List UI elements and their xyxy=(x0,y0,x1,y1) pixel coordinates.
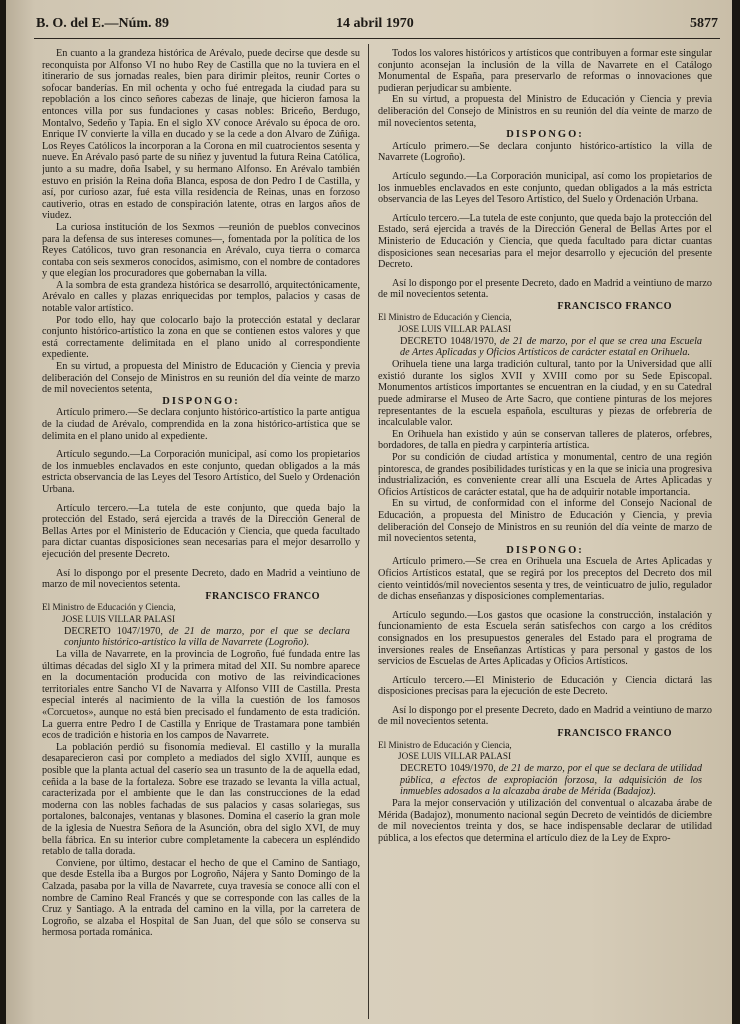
signer-name: FRANCISCO FRANCO xyxy=(557,300,672,312)
minister-title: El Ministro de Educación y Ciencia, xyxy=(42,602,176,613)
decree-title: de 21 de marzo, por el que se crea una Escuela de Artes Aplicadas y Oficios Artísticos de carácter estatal en Orihuela. xyxy=(400,335,702,359)
left-column xyxy=(42,48,360,1018)
paragraph: En su virtud, de conformidad con el informe del Consejo Nacional de Educación, a propuesta del Ministro de Educación y Ciencia, y previa deliberación del Consejo de Ministros en su reunión del día veinte de marzo de mil novecientos setenta, xyxy=(378,498,712,545)
paragraph: Conviene, por último, destacar el hecho de que el Camino de Santiago, que desde Estella iba a Burgos por Logroño, Nájera y Santo Domingo de la Calzada, pasaba por la villa de Navarrete, cuya travesía se conoce allí con el nombre de Camino Real Francés y que se corresponde con las calles de la Cruz y Santiago. A la entrada del camino en la villa, por la carretera de Logroño, se alzaba el Hospital de San Juan, del que sólo se conserva su hermosa portada románica. xyxy=(42,857,360,939)
signer-name: FRANCISCO FRANCO xyxy=(557,728,672,740)
decree-heading xyxy=(378,763,712,798)
decree-number: DECRETO 1048/1970, xyxy=(400,335,497,347)
decree-number: DECRETO 1049/1970, xyxy=(400,762,496,774)
article-1: Artículo primero.—Se crea en Orihuela una Escuela de Artes Aplicadas y Oficios Artísticos estatal, que se regirá por los preceptos del Decreto dos mil ciento veintidós/mil novecientos sesenta y tres, de veinticuatro de julio, regulador de dichas enseñanzas y disposiciones complementarias. xyxy=(378,556,712,603)
column-divider xyxy=(368,44,369,1019)
decree-heading xyxy=(378,336,712,360)
paragraph: Por todo ello, hay que colocarlo bajo la protección estatal y declarar conjunto histórico-artístico la zona en que se contienen estos valores y que está correctamente delimitada en el plano unido al correspondiente expediente. xyxy=(42,314,360,361)
article-3: Artículo tercero.—La tutela de este conjunto, que queda bajo la protección del Estado, será ejercida a través de la Dirección General de Bellas Artes por el Ministerio de Educación y Ciencia, que queda facultado para dictar cuantas disposiciones sean necesarias para el mejor desarrollo y ejecución del presente Decreto. xyxy=(42,502,360,560)
minister-signature xyxy=(378,312,712,335)
paragraph: La curiosa institución de los Sexmos —reunión de pueblos convecinos para la defensa de sus intereses comunes—, fomentada por la política de los Reyes Católicos, tuvo gran resonancia en Arévalo, cuya tierra o comarca contaba con seis sexmeros conocidos, asimismo, con el nombre de contadores y que elegían los procuradores que gobernaban la villa. xyxy=(42,221,360,280)
article-1: Artículo primero.—Se declara conjunto histórico-artístico la parte antigua de la ciudad de Arévalo, comprendida en la zona histórico-artística que se delimita en el plano unido al expediente. xyxy=(42,407,360,442)
signer-name: FRANCISCO FRANCO xyxy=(205,590,320,602)
article-3: Artículo tercero.—El Ministerio de Educación y Ciencia dictará las disposiciones precisas para la ejecución de este Decreto. xyxy=(378,674,712,698)
gazette-issue: B. O. del E.—Núm. 89 xyxy=(36,16,170,31)
decree-title: de 21 de marzo, por el que se declara conjunto histórico-artístico la villa de Navarrete (Logroño). xyxy=(64,625,350,649)
paragraph: En su virtud, a propuesta del Ministro de Educación y Ciencia y previa deliberación del Consejo de Ministros en su reunión del día veinte de marzo de mil novecientos setenta, xyxy=(378,94,712,129)
dispongo-heading: DISPONGO: xyxy=(162,395,240,407)
article-2: Artículo segundo.—Los gastos que ocasione la construcción, instalación y funcionamiento de esta Escuela serán satisfechos con cargo a los créditos consignados en los presupuestos generales del Estado para el programa de inversiones reales de Enseñanzas Artísticas y para personal y gastos de los servicios de Escuelas de Artes Aplicadas y Oficios Artísticos. xyxy=(378,609,712,668)
decree-title: de 21 de marzo, por el que se declara de utilidad pública, a efectos de expropiación forzosa, la adquisición de los inmuebles adosados a la alcazaba árabe de Mérida (Badajoz). xyxy=(400,762,702,798)
paragraph: La población perdió su fisonomía medieval. El castillo y la muralla desaparecieron casi por completo a mediados del siglo XVIII, aunque es posible que la planta actual del caserío sea un trasunto de la de aquella edad, ceñida a la base de la fortaleza. Sobre ese trazado se levanta la villa actual, caracterizada por el ambiente que le dan las construcciones de la edad moderna con las nobles fachadas de sus palacios y casas solariegas, sus portalones, balconajes, ventanas y blasones. Domina el caserío la gran mole de la iglesia de Nuestra Señora de la Asunción, obra del siglo XVI, de muy bella fábrica. En su interior cubre completamente la cabecera un espléndido retablo de talla dorada. xyxy=(42,741,360,858)
minister-title: El Ministro de Educación y Ciencia, xyxy=(378,739,512,750)
paragraph: Orihuela tiene una larga tradición cultural, tanto por la Universidad que allí existió durante los siglos XVII y XVIII como por su Sede Episcopal. Monumentos artísticos importantes se encuentran en la ciudad, y en su Catedral puede admirarse el Museo de Arte Sacro, que contiene pinturas de los mejores representantes de la escuela española, esculturas y piezas de orfebrería de incalculable valor. xyxy=(378,359,712,429)
minister-signature xyxy=(42,602,360,625)
dispongo-heading: DISPONGO: xyxy=(506,544,584,556)
decree-number: DECRETO 1047/1970, xyxy=(64,625,163,637)
minister-title: El Ministro de Educación y Ciencia, xyxy=(378,312,512,323)
issue-date: 14 abril 1970 xyxy=(336,16,414,31)
article-1: Artículo primero.—Se declara conjunto histórico-artístico la villa de Navarrete (Logroño). xyxy=(378,140,712,164)
minister-name: JOSE LUIS VILLAR PALASI xyxy=(398,324,512,335)
article-2: Artículo segundo.—La Corporación municipal, así como los propietarios de los inmuebles enclavados en este conjunto, quedan obligados a la más estricta observancia de las Leyes del Tesoro Artístico, del Suelo y Ordenación Urbana. xyxy=(42,449,360,495)
paragraph: Para la mejor conservación y utilización del conventual o alcazaba árabe de Mérida (Badajoz), monumento nacional según Decreto de veintidós de diciembre de mil novecientos treinta y dos, se hace indispensable declarar de utilidad pública, a los efectos que determina el artículo diez de la Ley de Expro- xyxy=(378,798,712,845)
closing-formula: Así lo dispongo por el presente Decreto, dado en Madrid a veintiuno de marzo de mil novecientos setenta. xyxy=(42,567,360,591)
article-3: Artículo tercero.—La tutela de este conjunto, que queda bajo la protección del Estado, será ejercida a través de la Dirección General de Bellas Artes por el Ministerio de Educación y Ciencia, que queda facultado para dictar cuantas disposiciones sean necesarias para el mejor desarrollo y ejecución del presente Decreto. xyxy=(378,212,712,271)
minister-signature xyxy=(378,740,712,763)
paragraph: La villa de Navarrete, en la provincia de Logroño, fué fundada entre las últimas décadas del siglo XI y la primera mitad del XII. Su nombre aparece en la documentación producida con motivo de las reivindicaciones territoriales entre Sancho VI de Navarra y Alfonso VIII de Castilla. Presta especial interés al nacimiento de la villa la cuestión de los famosos «Corcuetos», aunque no está bien precisado el fundamento de esta tradición. La guerra entre Pedro I de Castilla y Enrique de Trastamara pone también ecos de tradición e historia en los campos de Navarrete. xyxy=(42,649,360,742)
gazette-page xyxy=(6,0,732,1024)
paragraph: Por su condición de ciudad artística y monumental, centro de una región pintoresca, de grandes posibilidades turísticas y en la que se inicia una progresiva industrialización, es conveniente crear allí una Escuela de Artes Aplicadas y Oficios Artísticos de carácter estatal, que ha de adquirir notable importancia. xyxy=(378,452,712,498)
article-2: Artículo segundo.—La Corporación municipal, así como los propietarios de los inmuebles enclavados en este conjunto, quedan obligados a la más estricta observancia de las Leyes del Tesoro Artístico, del Suelo y Ordenación Urbana. xyxy=(378,170,712,206)
minister-name: JOSE LUIS VILLAR PALASI xyxy=(398,751,512,762)
minister-name: JOSE LUIS VILLAR PALASI xyxy=(62,613,176,624)
page-number: 5877 xyxy=(690,16,718,31)
closing-formula: Así lo dispongo por el presente Decreto, dado en Madrid a veintiuno de marzo de mil novecientos setenta. xyxy=(378,704,712,728)
paragraph: En cuanto a la grandeza histórica de Arévalo, puede decirse que desde su reconquista por Alfonso VI no hubo Rey de Castilla que no la tuviera en el itinerario de sus jornadas reales, bien para dirimir pleitos, reunir Cortes o sofocar banderías. En mil ochenta y ocho fué entregada la ciudad para su repoblación a los cinco señores cabezas de linaje, que hicieron famosa la entonces villa por sus fundaciones y casas nobles: Briceño, Berdugo, Montalvo, Sedeño y Tapia. En el siglo XV conoce Arévalo su época de oro. Enrique IV convierte la villa en ducado y se la cede a don Alvaro de Zúñiga. Los Reyes Católicos la incorporan a la Corona en mil cuatrocientos sesenta y nueve. En Arévalo pasó parte de su niñez y juventud la futura Reina Católica, junto a su madre, doña Isabel, y su hermano Alfonso. En Arévalo también estuvo en prisión la Reina doña Blanca, esposa de don Pedro I de Castilla, y así, por curioso azar, fué esta villa residencia de Reinas, unas en forzoso cautiverio, otras en estado de conspiración latente, otras en largos años de viudez. xyxy=(42,48,360,222)
header-rule xyxy=(34,38,720,39)
paragraph: En Orihuela han existido y aún se conservan talleres de plateros, orfebres, bordadores, de talla en piedra y carpintería artística. xyxy=(378,428,712,452)
closing-formula: Así lo dispongo por el presente Decreto, dado en Madrid a veintiuno de marzo de mil novecientos setenta. xyxy=(378,277,712,301)
paragraph: A la sombra de esta grandeza histórica se desarrolló, arquitectónicamente, Arévalo en calles y plazas enriquecidas por templos, palacios y casas de notable valor artístico. xyxy=(42,279,360,315)
paragraph: En su virtud, a propuesta del Ministro de Educación y Ciencia y previa deliberación del Consejo de Ministros en su reunión del día veinte de marzo de mil novecientos setenta, xyxy=(42,361,360,396)
page-header xyxy=(36,16,718,36)
decree-heading xyxy=(42,626,360,650)
paragraph: Todos los valores históricos y artísticos que contribuyen a formar este singular conjunto aconsejan la inclusión de la villa de Navarrete en el Catálogo Monumental de España, para preservarlo de reformas o innovaciones que pudieran perjudicar su ambiente. xyxy=(378,48,712,94)
right-column xyxy=(378,48,712,1018)
dispongo-heading: DISPONGO: xyxy=(506,129,584,141)
